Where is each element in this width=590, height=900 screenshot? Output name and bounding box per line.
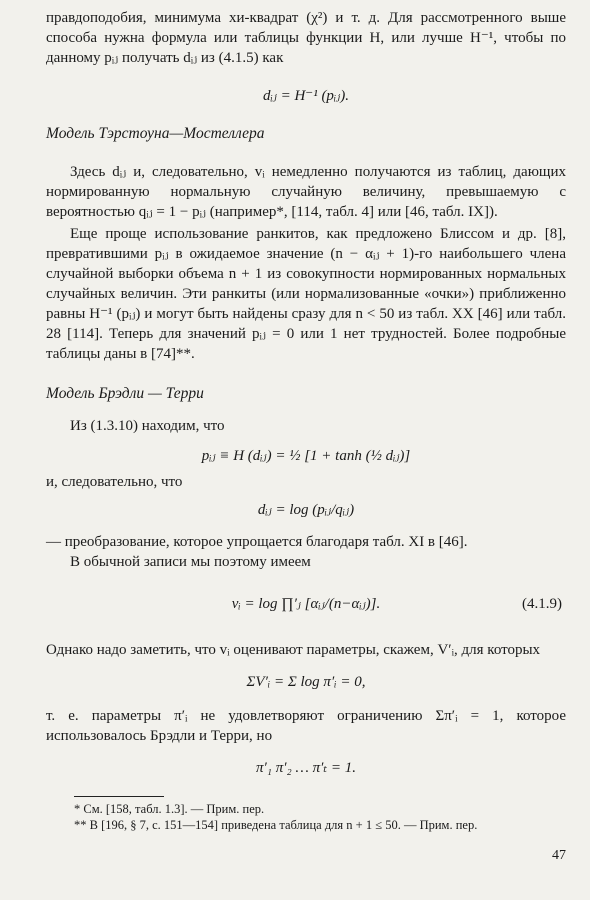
paragraph-consequently: и, следовательно, что	[46, 474, 183, 490]
paragraph-params: т. е. параметры π′ᵢ не удовлетворяют ограничению Σπ′ᵢ = 1, которое использовалось Брэдли и Терри, но	[46, 708, 566, 744]
paragraph-from-eq: Из (1.3.10) находим, что	[70, 418, 225, 434]
formula-d-inverse: dᵢⱼ = H⁻¹ (pᵢⱼ).	[262, 88, 350, 104]
paragraph-rankits: Еще проще использование ранкитов, как предложено Блиссом и др. [8], превратившими pᵢⱼ в ожидаемое значение (n − αᵢⱼ + 1)-го наибольшего члена случайной выборки объема n + 1 из совокупности нормированных нормальных случайных величин. Эти ранкиты (или нормализованные «очки») приближенно равны H⁻¹ (pᵢⱼ) и могут быть найдены сразу для n < 50 из табл. XX [46] или табл. 28 [114]. Теперь для значений pᵢⱼ = 0 или 1 нет трудностей. Более подробные таблицы даны в [74]**.	[46, 226, 566, 362]
heading-thurstone-mosteller: Модель Тэрстоуна—Мостеллера	[46, 125, 265, 142]
heading-bradley-terry: Модель Брэдли — Терри	[46, 385, 204, 402]
paragraph-usual-notation: В обычной записи мы поэтому имеем	[70, 554, 311, 570]
paragraph-transformation: — преобразование, которое упрощается благодаря табл. XI в [46].	[46, 534, 468, 550]
formula-p-tanh: pᵢⱼ ≡ H (dᵢⱼ) = ½ [1 + tanh (½ dᵢⱼ)]	[201, 448, 411, 464]
equation-number: (4.1.9)	[522, 596, 562, 612]
formula-d-log: dᵢⱼ = log (pᵢⱼ/qᵢⱼ)	[257, 502, 355, 518]
footnote-2: ** В [196, § 7, с. 151—154] приведена таблица для n + 1 ≤ 50. — Прим. пер.	[74, 818, 478, 832]
formula-sum-v: ΣV′ᵢ = Σ log π′ᵢ = 0,	[246, 674, 366, 690]
paragraph-thurstone: Здесь dᵢⱼ и, следовательно, vᵢ немедленно получаются из таблиц, дающих нормированную нормальную случайную величину, превышаемую с вероятностью qᵢⱼ = 1 − pᵢⱼ (например*, [114, табл. 4] или [46, табл. IX]).	[46, 164, 566, 220]
footnote-rule	[74, 796, 164, 797]
footnote-1: * См. [158, табл. 1.3]. — Прим. пер.	[74, 802, 265, 816]
paragraph-top: правдоподобия, минимума хи-квадрат (χ²) и т. д. Для рассмотренного выше способа нужна формула или таблицы функции H, или лучше H⁻¹, чтобы по данному pᵢⱼ получать dᵢⱼ из (4.1.5) как	[46, 10, 566, 66]
formula-product-pi: π′₁ π′₂ … π′ₜ = 1.	[256, 760, 356, 776]
formula-v-log-product: vᵢ = log ∏′ⱼ [αᵢⱼ/(n−αᵢⱼ)].	[231, 596, 381, 612]
page-body	[46, 8, 566, 833]
page-number: 47	[552, 848, 566, 863]
paragraph-however: Однако надо заметить, что vᵢ оценивают параметры, скажем, V′ᵢ, для которых	[46, 642, 541, 658]
equation-row	[46, 594, 566, 614]
